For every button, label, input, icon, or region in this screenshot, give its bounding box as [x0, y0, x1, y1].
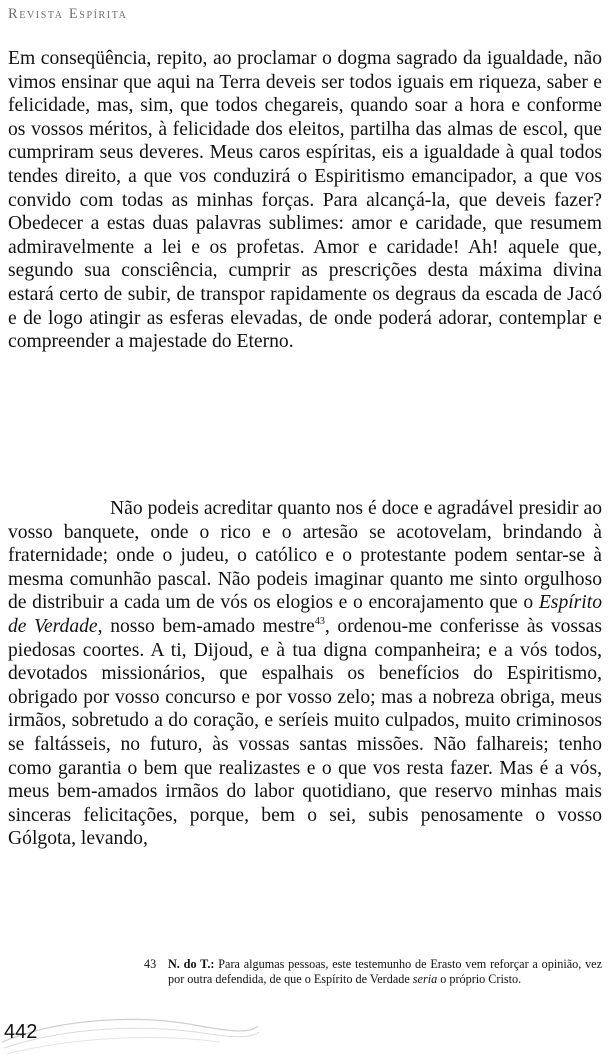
footnote-number: 43 — [144, 957, 157, 971]
paragraph-2-italic-term: Espírito de Verdade — [8, 592, 602, 637]
footnote-italic-word: seria — [412, 972, 438, 987]
footnote-text-after: o próprio Cristo. — [437, 972, 522, 987]
footnote-reference[interactable]: 43 — [314, 615, 325, 627]
paragraph-2 — [8, 497, 602, 851]
page-number: 442 — [4, 1021, 38, 1043]
paragraph-2-part-1: Não podeis acreditar quanto nos é doce e agradável presidir ao vosso banquete, onde o rico e o artesão se acotovelam, brindando à fraternidade; onde o judeu, o católico e o protestante podem sentar-se à mesma comunhão pascal. Não podeis imaginar quanto me sinto orgulhoso de distribuir a cada um de vós os elogios e o encorajamento que o — [8, 498, 602, 614]
running-header: Revista Espírita — [8, 6, 128, 22]
paragraph-1: Em conseqüência, repito, ao proclamar o dogma sagrado da igualdade, não vimos ensinar que aqui na Terra deveis ser todos iguais em riqueza, saber e felicidade, mas, sim, que todos chegareis, quando soar a hora e conforme os vossos méritos, à felicidade dos eleitos, partilha das almas de escol, que cumpriram seus deveres. Meus caros espíritas, eis a igualdade à qual todos tendes direito, a que vos conduzirá o Espiritismo emancipador, a que vos convido com todas as minhas forças. Para alcançá-la, que deveis fazer? Obedecer a estas duas palavras sublimes: amor e caridade, que resumem admiravelmente a lei e os profetas. Amor e caridade! Ah! aquele que, segundo sua consciência, cumprir as prescrições desta máxima divina estará certo de subir, de transpor rapidamente os degraus da escada de Jacó e de logo atingir as esferas elevadas, de onde poderá adorar, contemplar e compreender a majestade do Eterno. — [8, 48, 602, 353]
footnote-text-before: Para algumas pessoas, este testemunho de Erasto vem reforçar a opinião, vez por outra defendida, de que o Espírito de Verdade — [168, 957, 602, 987]
paragraph-2-part-3: , ordenou-me conferisse às vossas piedosas coortes. A ti, Dijoud, e à tua digna companheira; e a vós todos, devotados missionários, que espalhais os benefícios do Espiritismo, obrigado por vosso concurso e por vosso zelo; mas a nobreza obriga, meus irmãos, sobretudo a do coração, e seríeis muito culpados, muito criminosos se faltásseis, no futuro, às vossas santas missões. Não falhareis; tenho como garantia o bem que realizastes e o que vos resta fazer. Mas é a vós, meus bem-amados irmãos do labor quotidiano, que reservo minhas mais sinceras felicitações, porque, bem o sei, subis penosamente o vosso Gólgota, levando, — [8, 615, 602, 850]
footnote-label: N. do T.: — [168, 957, 215, 971]
paragraph-2-part-2: , nosso bem-amado mestre — [97, 615, 315, 637]
footnote — [144, 957, 602, 987]
decorative-swoosh — [0, 1004, 260, 1055]
